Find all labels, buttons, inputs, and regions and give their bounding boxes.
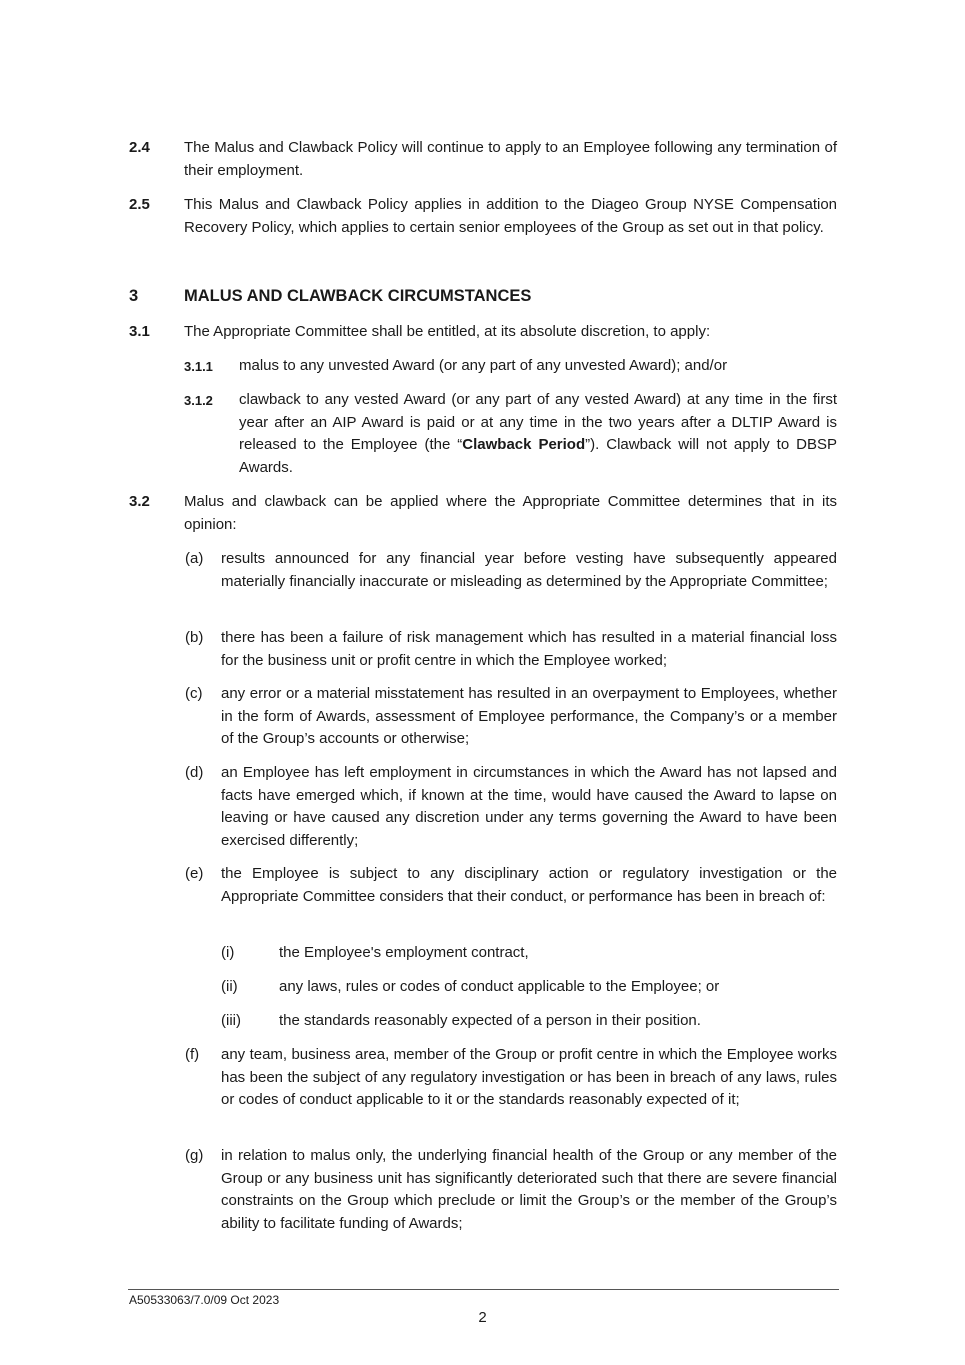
list-label: (d) bbox=[185, 764, 204, 781]
list-text: any team, business area, member of the Group or profit centre in which the Employee works has been the subject of any regulatory investigation or has been in breach of any laws, rules or codes of conduct applicable to it or the standards reasonably expected of it; bbox=[221, 1046, 837, 1108]
list-label: (i) bbox=[221, 944, 235, 961]
list-text: the Employee is subject to any disciplinary action or regulatory investigation or the Appropriate Committee considers that their conduct, or performance has been in breach of: bbox=[221, 865, 837, 905]
list-label: (a) bbox=[185, 550, 204, 567]
subclause-text-before: clawback to any vested Award (or any part of any vested Award) at any time in the first year after an AIP Award is paid or at any time in the two years after a DLTIP Award is released to the Employee (the “ bbox=[239, 391, 837, 453]
list-text: there has been a failure of risk management which has resulted in a material financial loss for the business unit or profit centre in which the Employee worked; bbox=[221, 629, 837, 669]
list-text: any error or a material misstatement has resulted in an overpayment to Employees, whether in the form of Awards, assessment of Employee performance, the Company’s or a member of the Group’s accounts or otherwise; bbox=[221, 685, 837, 747]
subclause-text bbox=[239, 389, 837, 479]
defined-term: Clawback Period bbox=[462, 436, 586, 453]
subclause-text-after: ”). Clawback will not apply to DBSP Awards. bbox=[239, 436, 837, 476]
clause-number: 3.2 bbox=[129, 493, 150, 510]
list-label: (b) bbox=[185, 629, 204, 646]
page-number: 2 bbox=[478, 1309, 487, 1326]
list-text: the standards reasonably expected of a person in their position. bbox=[279, 1012, 701, 1029]
clause-number: 2.4 bbox=[129, 139, 150, 156]
list-label: (f) bbox=[185, 1046, 200, 1063]
list-text: the Employee's employment contract, bbox=[279, 944, 529, 961]
clause-text: This Malus and Clawback Policy applies in addition to the Diageo Group NYSE Compensation Recovery Policy, which applies to certain senior employees of the Group as set out in that policy. bbox=[184, 196, 837, 236]
clause-number: 2.5 bbox=[129, 196, 150, 213]
footer-divider bbox=[128, 1289, 839, 1290]
heading-text: MALUS AND CLAWBACK CIRCUMSTANCES bbox=[184, 287, 532, 305]
subclause-number: 3.1.2 bbox=[184, 393, 213, 408]
heading-number: 3 bbox=[129, 287, 139, 305]
list-label: (g) bbox=[185, 1147, 204, 1164]
list-text: any laws, rules or codes of conduct applicable to the Employee; or bbox=[279, 978, 720, 995]
clause-number: 3.1 bbox=[129, 323, 150, 340]
list-text: results announced for any financial year before vesting have subsequently appeared materially financially inaccurate or misleading as determined by the Appropriate Committee; bbox=[221, 550, 837, 590]
list-text: in relation to malus only, the underlying financial health of the Group or any member of the Group or any business unit has significantly deteriorated such that there are severe financial constraints on the Group which preclude or limit the Group’s or the member of the Group’s ability to facilitate funding of Awards; bbox=[221, 1147, 837, 1232]
list-label: (e) bbox=[185, 865, 204, 882]
clause-text: The Appropriate Committee shall be entitled, at its absolute discretion, to apply: bbox=[184, 323, 711, 340]
list-label: (ii) bbox=[221, 978, 238, 995]
clause-text: The Malus and Clawback Policy will continue to apply to an Employee following any termination of their employment. bbox=[184, 139, 837, 179]
footer-reference: A50533063/7.0/09 Oct 2023 bbox=[129, 1293, 280, 1307]
list-text: an Employee has left employment in circumstances in which the Award has not lapsed and facts have emerged which, if known at the time, would have caused the Award to lapse on leaving or have caused any discretion under any terms governing the Award to have been exercised differently; bbox=[221, 764, 837, 849]
list-label: (c) bbox=[185, 685, 203, 702]
list-label: (iii) bbox=[221, 1012, 241, 1029]
subclause-number: 3.1.1 bbox=[184, 359, 213, 374]
clause-text: Malus and clawback can be applied where the Appropriate Committee determines that in its opinion: bbox=[184, 493, 837, 533]
subclause-text: malus to any unvested Award (or any part of any unvested Award); and/or bbox=[239, 357, 728, 374]
